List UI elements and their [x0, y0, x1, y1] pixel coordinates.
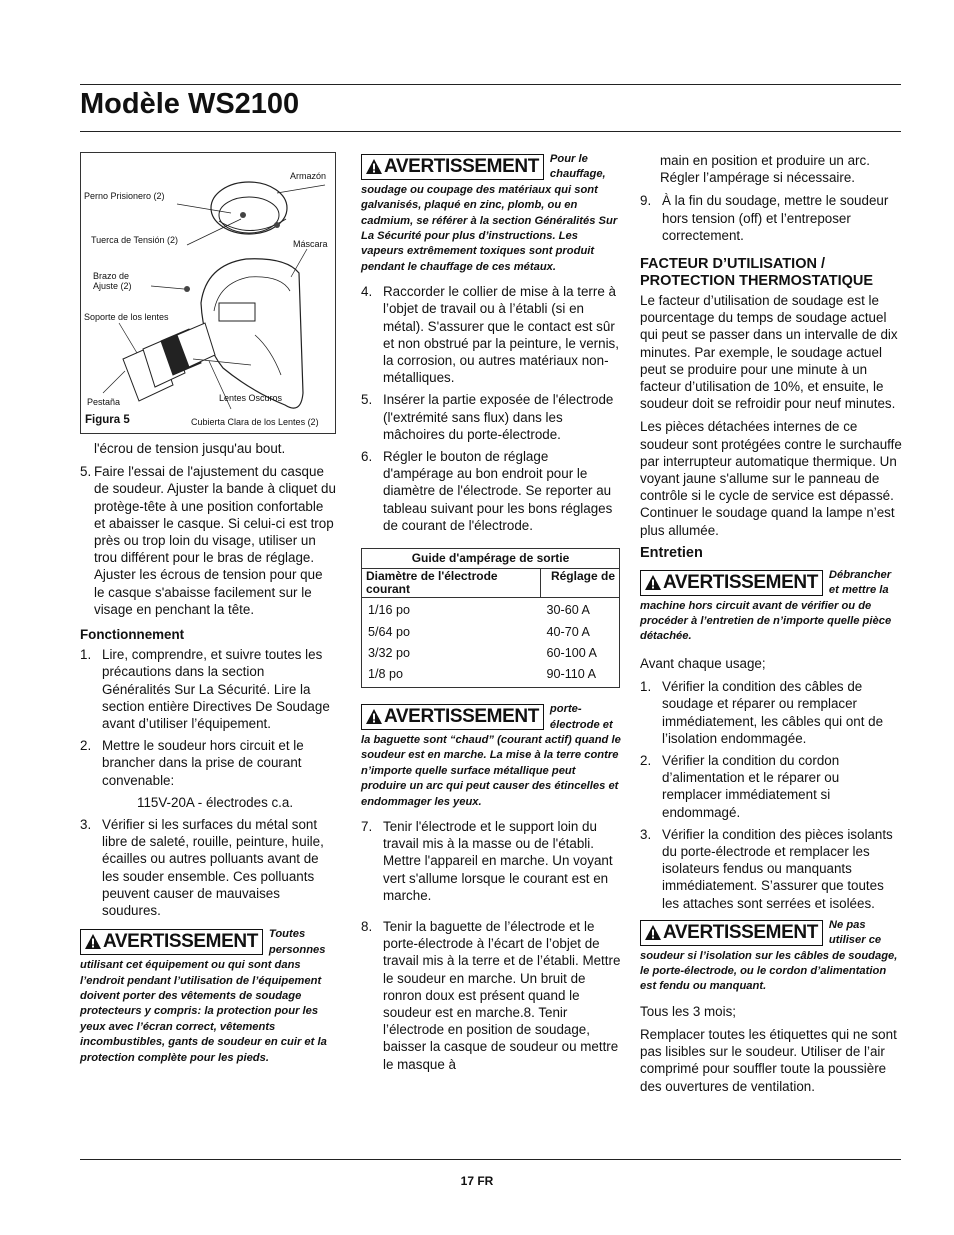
title-rule [80, 131, 901, 132]
list-item [640, 826, 902, 912]
col2-steps-2 [361, 818, 621, 1073]
step-number: 9. [640, 193, 652, 209]
table-cell: 1/8 po [362, 664, 541, 688]
amperage-table [361, 548, 620, 688]
warning-badge [80, 929, 263, 955]
list-item [361, 818, 621, 904]
step-text: Vérifier la condition des câbles de soudage et réparer ou remplacer immédiatement, les câbles qui ont de l’isolation endommagée. [662, 679, 884, 746]
table-caption: Guide d'ampérage de sortie [362, 549, 620, 569]
warning-triangle-icon [644, 924, 662, 941]
table-cell: 1/16 po [362, 598, 541, 622]
label-brazo-1: Brazo de [93, 271, 130, 281]
table-cell: 40-70 A [541, 622, 620, 643]
warning-text: porte-électrode et la baguette sont “chaud” (courant actif) quand le soudeur est en marche. La mise à la terre contre n’importe quelle surface métallique peut produire un arc qui peut causer des étincelles et endommager les yeux. [361, 703, 621, 808]
entretien-heading: Entretien [640, 544, 703, 561]
step-text: Vérifier si les surfaces du métal sont libre de saleté, rouille, peinture, huile, écailles ou autres polluants avant de les souder ensemble. Ces polluants peuvent causer de mauvaises soudures. [102, 817, 324, 919]
warning-label: AVERTISSEMENT [663, 571, 818, 593]
warning-triangle-icon [365, 158, 383, 175]
col1-step5-list [80, 463, 336, 618]
table-header-diameter: Diamètre de l'électrode courant [362, 569, 541, 598]
fonctionnement-heading: Fonctionnement [80, 627, 185, 643]
step-number: 6. [361, 449, 373, 465]
warning-block [640, 918, 902, 995]
step-number: 2. [80, 738, 92, 754]
step-number: 1. [640, 679, 652, 695]
label-brazo-2: Ajuste (2) [93, 281, 132, 291]
list-item [640, 678, 902, 747]
step-number: 3. [640, 826, 652, 842]
warning-triangle-icon [84, 933, 102, 950]
warning-label: AVERTISSEMENT [384, 706, 539, 728]
bottom-rule [80, 1159, 901, 1160]
list-item [361, 391, 621, 443]
step-text: Raccorder le collier de mise à la terre à l’objet de travail ou à l’établi (si en métal). S'assurer que le contact est sûr et non obstrué par la peinture, le vernis, la corrosion, ou autres matériaux non-métalliques. [383, 284, 619, 386]
table-cell: 60-100 A [541, 643, 620, 664]
list-item [640, 752, 902, 821]
warning-badge [640, 920, 823, 946]
every-3-months-label: Tous les 3 mois; [640, 1003, 737, 1019]
duty-cycle-heading: FACTEUR D’UTILISATION / PROTECTION THERMOSTATIQUE [640, 256, 874, 290]
col3-continuation: main en position et produire un arc. Régler l’ampérage si nécessaire. [660, 153, 870, 186]
step-number: 2. [640, 752, 652, 768]
table-cell: 30-60 A [541, 598, 620, 622]
step-text: Insérer la partie exposée de l'électrode (l'extrémité sans flux) dans les mâchoires du porte-électrode. [383, 392, 614, 442]
maintenance-steps [640, 678, 902, 912]
warning-block [361, 152, 621, 275]
step-number: 1. [80, 647, 92, 663]
step-text: Vérifier la condition des pièces isolants du porte-électrode et remplacer les isolateurs fendus ou manquants immédiatement. S’assurer que toutes les attaches sont serrées et isolées. [662, 826, 893, 911]
label-brazo [93, 271, 132, 291]
list-item [361, 448, 621, 534]
voltage-note: 115V-20A - électrodes c.a. [137, 794, 294, 810]
warning-text: Pour le chauffage, soudage ou coupage des matériaux qui sont galvanisés, plaqué en zinc, plomb, ou en cadmium, se référer à la section Généralités Sur La Sécurité pour plus d’instructions. Les vapeurs extrêmement toxiques sont produit pendant le chauffage de ces métaux. [361, 153, 618, 273]
label-armazon: Armazón [290, 171, 327, 181]
table-header-setting: Réglage de [541, 569, 620, 598]
fonctionnement-steps [80, 646, 336, 919]
warning-triangle-icon [644, 574, 662, 591]
col1-continuation: l'écrou de tension jusqu'au bout. [94, 441, 286, 456]
table-cell: 90-110 A [541, 664, 620, 688]
step-number: 5. [361, 392, 373, 408]
warning-text: Toutes personnes utilisant cet équipement ou qui sont dans l’endroit pendant l’utilisation de l’équipement doivent porter des vêtements de soudage protecteurs y compris: la protection pour les yeux avec l’écran correct, vêtements incombustibles, gants de soudeur en cuir et la protection complète pour les pieds. [80, 928, 327, 1064]
duty-cycle-paragraph: Le facteur d’utilisation de soudage est le pourcentage du temps de soudage actuel qui peut se passer dans un intervalle de dix minutes. Par exemple, le soudage actuel peut se produire pour une minute à un facteur d’utilisation de 10%, et ensuite, le soudeur doit se refroidir pour neuf minutes. [640, 293, 898, 412]
label-mascara: Máscara [293, 239, 328, 249]
step-number: 5. [80, 464, 92, 480]
warning-label: AVERTISSEMENT [103, 931, 258, 953]
warning-block [640, 568, 902, 645]
step-number: 8. [361, 918, 373, 934]
step-text: Tenir l'électrode et le support loin du travail mis à la masse ou de l'établi. Mettre l'appareil en marche. Un voyant vert s'allume lorsque le courant est en marche. [383, 818, 613, 903]
list-item [640, 192, 902, 244]
label-pestana: Pestaña [87, 397, 121, 407]
step-text: Tenir la baguette de l’électrode et le porte-électrode à l’écart de l’objet de travail mis à la terre et de l’établi. Mettre le soudeur en marche. Un bruit de ronron doux est présent quand le soudeur est en marche.8. Tenir l’électrode en position de soudage, baisser la casque de soudeur ou mettre le masque à [383, 918, 621, 1072]
step-text: À la fin du soudage, mettre le soudeur hors tension (off) et l’entreposer correctement. [662, 193, 889, 243]
warning-badge [361, 704, 544, 730]
label-soporte: Soporte de los lentes [84, 312, 169, 322]
table-cell: 3/32 po [362, 643, 541, 664]
list-item [80, 816, 336, 919]
warning-text: Débrancher et mettre la machine hors circuit avant de vérifier ou de procéder à l’entretien de n’importe quelle pièce détachée. [640, 568, 892, 643]
step-text: Vérifier la condition du cordon d’alimentation et le réparer ou remplacer immédiatement si endommagé. [662, 752, 840, 820]
warning-badge [361, 154, 544, 180]
warning-block [80, 927, 336, 1066]
thermal-paragraph: Les pièces détachées internes de ce soudeur sont protégées contre le surchauffe par interrupteur automatique thermique. Un voyant jaune s'allume sur le panneau de contrôle si le cycle de service est dépassé. Continuer le soudage quand la lampe n’est plus allumée. [640, 419, 902, 538]
warning-triangle-icon [365, 708, 383, 725]
list-item [80, 737, 336, 811]
label-lentes: Lentes Oscuros [219, 393, 283, 403]
step-number: 4. [361, 284, 373, 300]
col2-steps [361, 283, 621, 534]
label-tuerca: Tuerca de Tensión (2) [91, 235, 179, 245]
warning-label: AVERTISSEMENT [663, 921, 818, 943]
figure-caption: Figura 5 [85, 414, 130, 426]
page-number: 17 FR [460, 1174, 494, 1188]
top-rule [80, 84, 901, 85]
step-text: Lire, comprendre, et suivre toutes les précautions dans la section Généralités Sur La Sécurité. Lire la section entière Directives De Soudage avant d’utiliser l’équipement. [102, 647, 330, 732]
label-perno: Perno Prisionero (2) [84, 191, 165, 201]
column-2 [361, 152, 621, 1079]
warning-text: Ne pas utiliser ce soudeur si l’isolation sur les câbles de soudage, le porte-électrode, ou le cordon d’alimentation est fendu ou manquant. [640, 918, 898, 993]
labels-paragraph: Remplacer toutes les étiquettes qui ne sont pas lisibles sur le soudeur. Utiliser de l’air comprimé pour souffler toute la poussière des ouvertures de ventilation. [640, 1026, 897, 1094]
list-item [80, 463, 336, 618]
list-item [80, 646, 336, 732]
warning-badge [640, 570, 823, 596]
helmet-figure [80, 152, 336, 434]
step-text: Régler le bouton de réglage d'ampérage au bon endroit pour le diamètre de l'électrode. Se reporter au tableau suivant pour les bons réglages de courant de l'électrode. [383, 449, 613, 533]
column-1 [80, 152, 336, 1074]
col3-step9-list [640, 192, 902, 244]
column-3 [640, 152, 902, 1101]
step-text: Mettre le soudeur hors circuit et le brancher dans la prise de courant convenable: [102, 738, 304, 788]
table-cell: 5/64 po [362, 622, 541, 643]
page-title: Modèle WS2100 [80, 88, 300, 120]
warning-label: AVERTISSEMENT [384, 156, 539, 177]
list-item [361, 918, 621, 1073]
step-number: 3. [80, 817, 92, 833]
warning-block [361, 702, 621, 810]
step-text: Faire l'essai de l'ajustement du casque de soudeur. Ajuster la bande à cliquet du protège-tête à une position confortable et abaisser le casque. Si celui-ci est trop près ou trop loin du visage, utiliser un trou différent pour le bras de réglage. Ajuster les écrous de tension pour que le casque s'abaisse facilement sur le visage en penchant la tête. [94, 464, 336, 617]
list-item [361, 283, 621, 386]
step-number: 7. [361, 818, 373, 834]
label-cubierta: Cubierta Clara de los Lentes (2) [191, 417, 319, 427]
before-use-label: Avant chaque usage; [640, 655, 766, 671]
